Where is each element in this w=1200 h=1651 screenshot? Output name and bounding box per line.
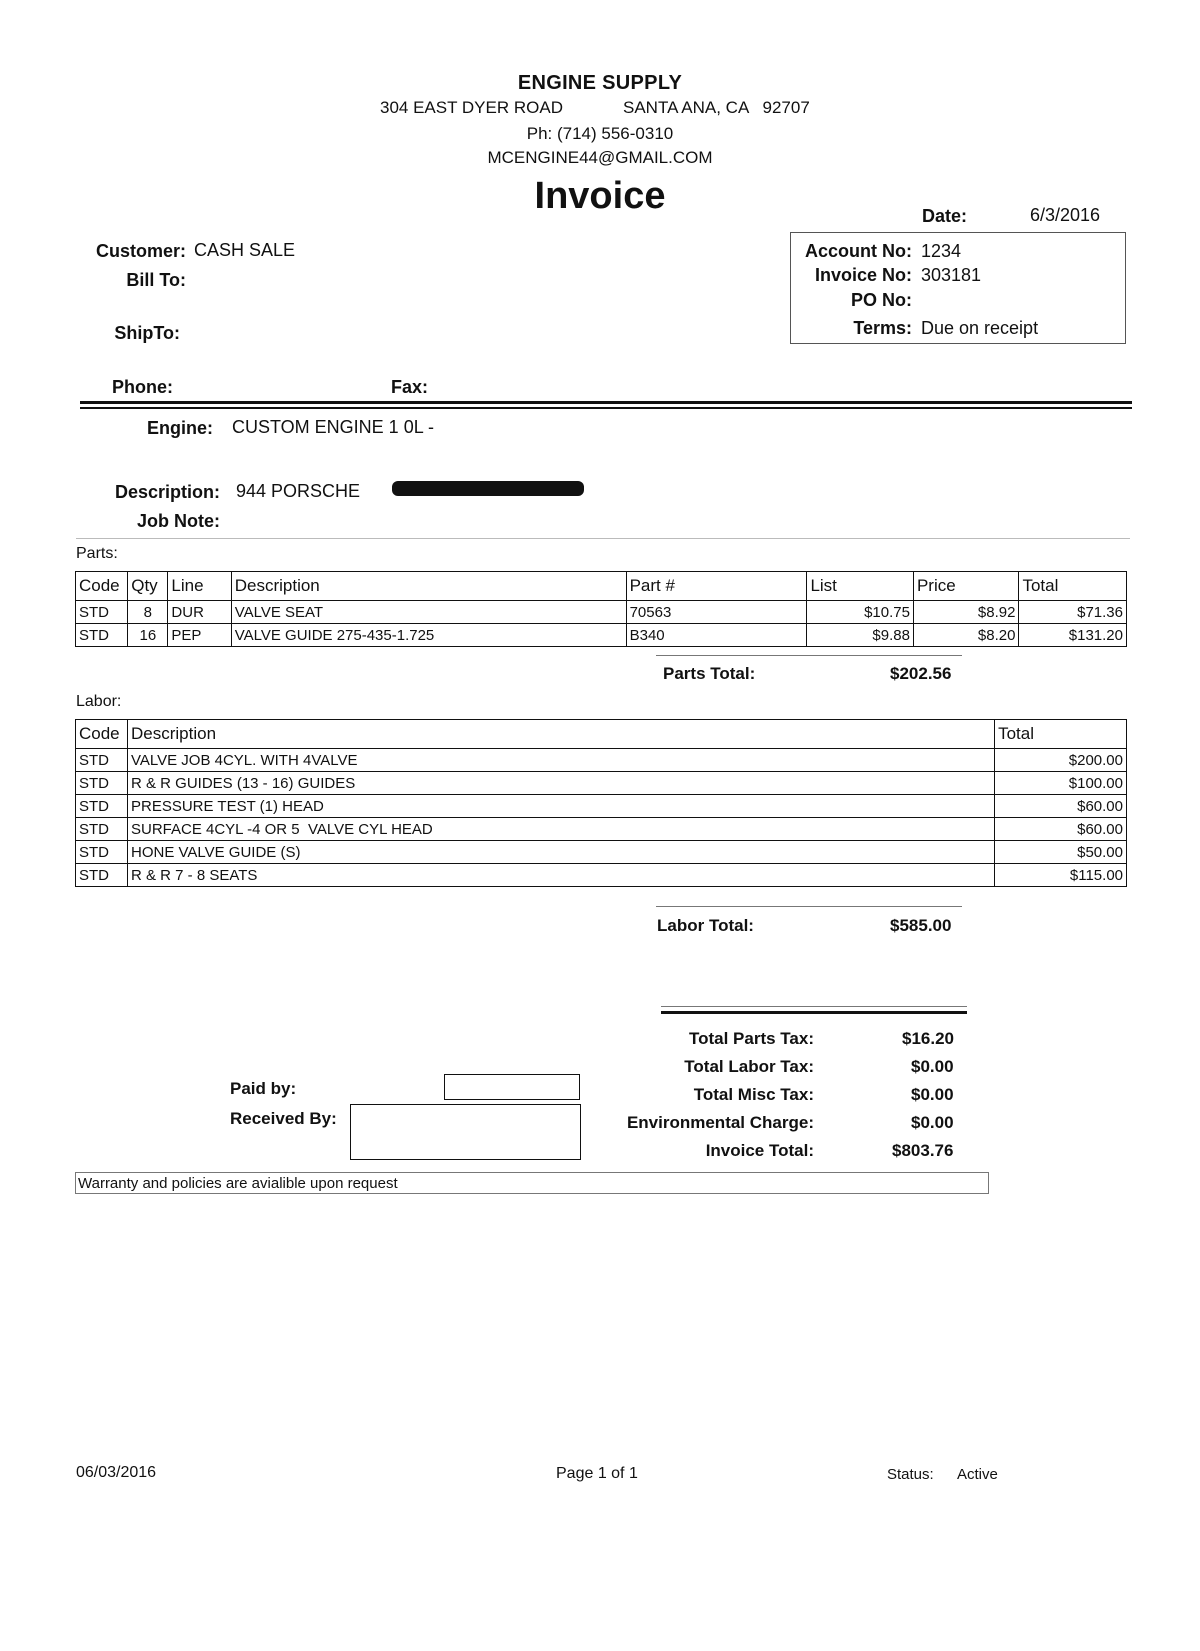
company-email: MCENGINE44@GMAIL.COM <box>487 148 713 167</box>
invoice-total-label: Invoice Total: <box>705 1141 814 1160</box>
cell-total: $60.00 <box>995 795 1127 818</box>
table-row <box>76 818 1127 841</box>
table-row <box>76 841 1127 864</box>
cell-total: $200.00 <box>995 749 1127 772</box>
company-phone: Ph: (714) 556-0310 <box>526 124 674 143</box>
bill-to-label: Bill To: <box>126 270 186 290</box>
labor-tax-value: $0.00 <box>911 1057 954 1076</box>
engine-label: Engine: <box>147 418 213 438</box>
company-city: SANTA ANA, CA 92707 <box>623 98 810 117</box>
terms-value: Due on receipt <box>921 318 1039 338</box>
parts-total-value: $202.56 <box>890 664 952 683</box>
cell-description: R & R 7 - 8 SEATS <box>127 864 994 887</box>
section-divider <box>80 401 1132 404</box>
redaction-mark <box>392 481 584 496</box>
cell-total: $71.36 <box>1019 601 1127 624</box>
invoice-no-label: Invoice No: <box>814 265 912 285</box>
cell-description: VALVE GUIDE 275-435-1.725 <box>231 624 626 647</box>
cell-description: HONE VALVE GUIDE (S) <box>127 841 994 864</box>
labor-header-row <box>76 720 1127 749</box>
received-by-field[interactable] <box>350 1104 581 1160</box>
cell-total: $115.00 <box>995 864 1127 887</box>
received-by-label: Received By: <box>230 1109 337 1128</box>
parts-total-label: Parts Total: <box>663 664 756 683</box>
environmental-charge-value: $0.00 <box>911 1113 954 1132</box>
phone-label: Phone: <box>112 377 173 397</box>
cell-description: PRESSURE TEST (1) HEAD <box>127 795 994 818</box>
col-list: List <box>807 572 914 601</box>
table-row <box>76 749 1127 772</box>
table-row <box>76 624 1127 647</box>
cell-line: PEP <box>168 624 231 647</box>
environmental-charge-label: Environmental Charge: <box>626 1113 814 1132</box>
col-code: Code <box>76 720 128 749</box>
parts-header-row <box>76 572 1127 601</box>
labor-total-value: $585.00 <box>890 916 952 935</box>
customer-value: CASH SALE <box>194 240 296 260</box>
cell-total: $50.00 <box>995 841 1127 864</box>
cell-code: STD <box>76 601 128 624</box>
ship-to-label: ShipTo: <box>114 323 180 343</box>
col-qty: Qty <box>128 572 168 601</box>
cell-total: $60.00 <box>995 818 1127 841</box>
description-value: 944 PORSCHE <box>236 481 361 501</box>
cell-qty: 8 <box>128 601 168 624</box>
paid-by-field[interactable] <box>444 1074 580 1100</box>
table-row <box>76 795 1127 818</box>
fax-label: Fax: <box>391 377 429 397</box>
invoice-no-value: 303181 <box>921 265 982 285</box>
cell-list: $10.75 <box>807 601 914 624</box>
labor-table <box>75 719 1127 887</box>
company-name: ENGINE SUPPLY <box>517 72 683 94</box>
account-no-value: 1234 <box>921 241 962 261</box>
cell-code: STD <box>76 841 128 864</box>
col-description: Description <box>231 572 626 601</box>
cell-description: VALVE SEAT <box>231 601 626 624</box>
cell-part-number: 70563 <box>626 601 807 624</box>
labor-tax-label: Total Labor Tax: <box>684 1057 814 1076</box>
cell-code: STD <box>76 818 128 841</box>
cell-description: R & R GUIDES (13 - 16) GUIDES <box>127 772 994 795</box>
col-description: Description <box>127 720 994 749</box>
po-no-label: PO No: <box>851 290 912 310</box>
job-note-label: Job Note: <box>137 511 220 531</box>
misc-tax-value: $0.00 <box>911 1085 954 1104</box>
company-street: 304 EAST DYER ROAD <box>380 98 563 117</box>
cell-price: $8.92 <box>913 601 1019 624</box>
status-label: Status: <box>887 1466 934 1483</box>
col-price: Price <box>913 572 1019 601</box>
account-no-label: Account No: <box>805 241 912 261</box>
col-total: Total <box>995 720 1127 749</box>
divider <box>661 1006 967 1007</box>
date-value: 6/3/2016 <box>1030 205 1101 225</box>
parts-tax-label: Total Parts Tax: <box>688 1029 814 1048</box>
paid-by-label: Paid by: <box>230 1079 297 1098</box>
divider <box>656 906 962 907</box>
customer-label: Customer: <box>95 241 186 261</box>
divider <box>656 655 962 656</box>
terms-label: Terms: <box>853 318 912 338</box>
col-total: Total <box>1019 572 1127 601</box>
labor-total-label: Labor Total: <box>657 916 754 935</box>
cell-list: $9.88 <box>807 624 914 647</box>
cell-total: $100.00 <box>995 772 1127 795</box>
divider <box>76 538 1130 539</box>
cell-line: DUR <box>168 601 231 624</box>
warranty-note: Warranty and policies are avialible upon request <box>75 1172 989 1194</box>
cell-code: STD <box>76 795 128 818</box>
table-row <box>76 601 1127 624</box>
parts-table <box>75 571 1127 647</box>
misc-tax-label: Total Misc Tax: <box>693 1085 814 1104</box>
cell-code: STD <box>76 749 128 772</box>
description-label: Description: <box>114 482 220 502</box>
labor-section-label: Labor: <box>76 693 122 710</box>
engine-value: CUSTOM ENGINE 1 0L - <box>232 417 435 437</box>
parts-section-label: Parts: <box>76 545 118 562</box>
parts-tax-value: $16.20 <box>902 1029 954 1048</box>
date-label: Date: <box>922 206 968 226</box>
cell-code: STD <box>76 864 128 887</box>
col-line: Line <box>168 572 231 601</box>
cell-code: STD <box>76 624 128 647</box>
table-row <box>76 864 1127 887</box>
cell-part-number: B340 <box>626 624 807 647</box>
cell-description: VALVE JOB 4CYL. WITH 4VALVE <box>127 749 994 772</box>
invoice-total-value: $803.76 <box>892 1141 954 1160</box>
col-part-number: Part # <box>626 572 807 601</box>
cell-qty: 16 <box>128 624 168 647</box>
section-divider <box>80 407 1132 409</box>
cell-total: $131.20 <box>1019 624 1127 647</box>
footer-date: 06/03/2016 <box>76 1464 157 1481</box>
col-code: Code <box>76 572 128 601</box>
table-row <box>76 772 1127 795</box>
cell-price: $8.20 <box>913 624 1019 647</box>
cell-code: STD <box>76 772 128 795</box>
page-number: Page 1 of 1 <box>556 1465 638 1482</box>
status-value: Active <box>957 1466 998 1483</box>
summary-divider <box>661 1011 967 1014</box>
page-title: Invoice <box>534 175 666 217</box>
cell-description: SURFACE 4CYL -4 OR 5 VALVE CYL HEAD <box>127 818 994 841</box>
